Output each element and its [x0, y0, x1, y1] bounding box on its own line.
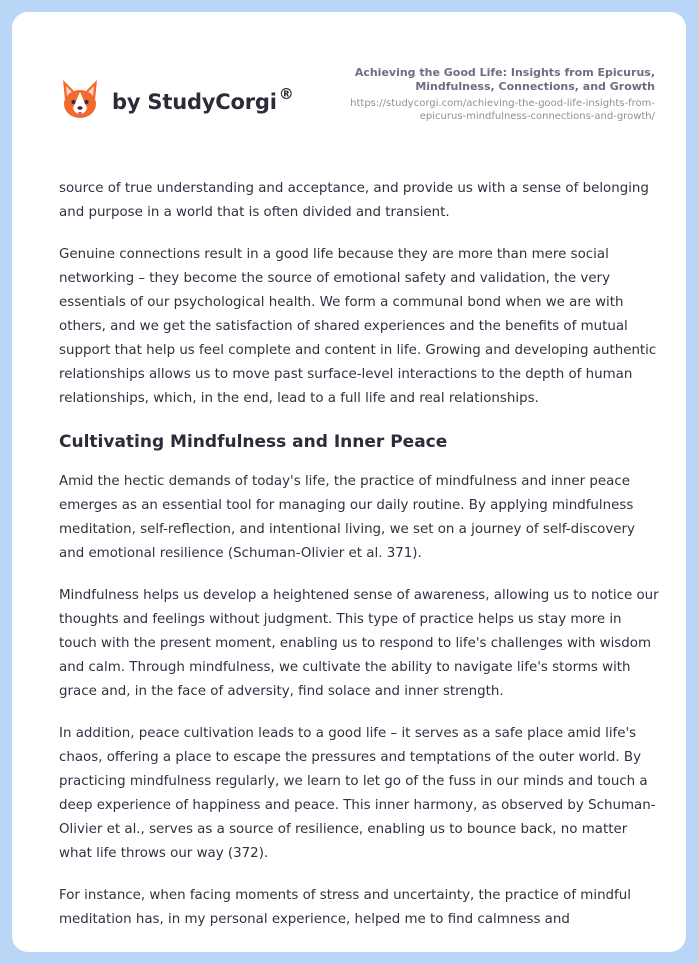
section-heading: Cultivating Mindfulness and Inner Peace [59, 432, 448, 452]
document-body [59, 177, 659, 950]
brand-name: by StudyCorgi ® [112, 85, 294, 114]
corgi-logo-icon [60, 78, 100, 122]
document-page [12, 12, 686, 952]
paragraph: In addition, peace cultivation leads to a good life – it serves as a safe place amid life's chaos, offering a place to escape the pressures and temptations of the outer world. By practicing mindfulness regularly, we learn to let go of the fuss in our minds and touch a deep experience of happiness and peace. This inner harmony, as observed by Schuman-Olivier et al., serves as a source of resilience, enabling us to bounce back, no matter what life throws our way (372). [59, 726, 656, 861]
page-header [12, 12, 686, 152]
paragraph: For instance, when facing moments of stress and uncertainty, the practice of mindful meditation has, in my personal experience, helped me to find calmness and [59, 888, 631, 927]
document-title: Achieving the Good Life: Insights from Epicurus, Mindfulness, Connections, and Growth [354, 66, 655, 93]
paragraph: Amid the hectic demands of today's life, the practice of mindfulness and inner peace emerges as an essential tool for managing our daily routine. By applying mindfulness meditation, self-reflection, and intentional living, we set on a journey of self-discovery and emotional resilience (Schuman-Olivier et al. 371). [59, 474, 635, 561]
document-url[interactable]: https://studycorgi.com/achieving-the-good-life-insights-from-epicurus-mindfulness-connections-and-growth/ [350, 98, 655, 122]
paragraph: Mindfulness helps us develop a heightened sense of awareness, allowing us to notice our thoughts and feelings without judgment. This type of practice helps us stay more in touch with the present moment, enabling us to respond to life's challenges with wisdom and calm. Through mindfulness, we cultivate the ability to navigate life's storms with grace and, in the face of adversity, find solace and inner strength. [59, 588, 659, 699]
paragraph: source of true understanding and acceptance, and provide us with a sense of belonging and purpose in a world that is often divided and transient. [59, 181, 649, 220]
registered-mark: ® [278, 85, 294, 103]
paragraph: Genuine connections result in a good life because they are more than mere social networking – they become the source of emotional safety and validation, the very essentials of our psychological health. We form a communal bond when we are with others, and we get the satisfaction of shared experiences and the benefits of mutual support that help us feel complete and content in life. Growing and developing authentic relationships allows us to move past surface-level interactions to the depth of human relationships, which, in the end, lead to a full life and real relationships. [59, 247, 657, 406]
document-meta [315, 66, 655, 123]
studycorgi-logo[interactable] [60, 76, 294, 124]
